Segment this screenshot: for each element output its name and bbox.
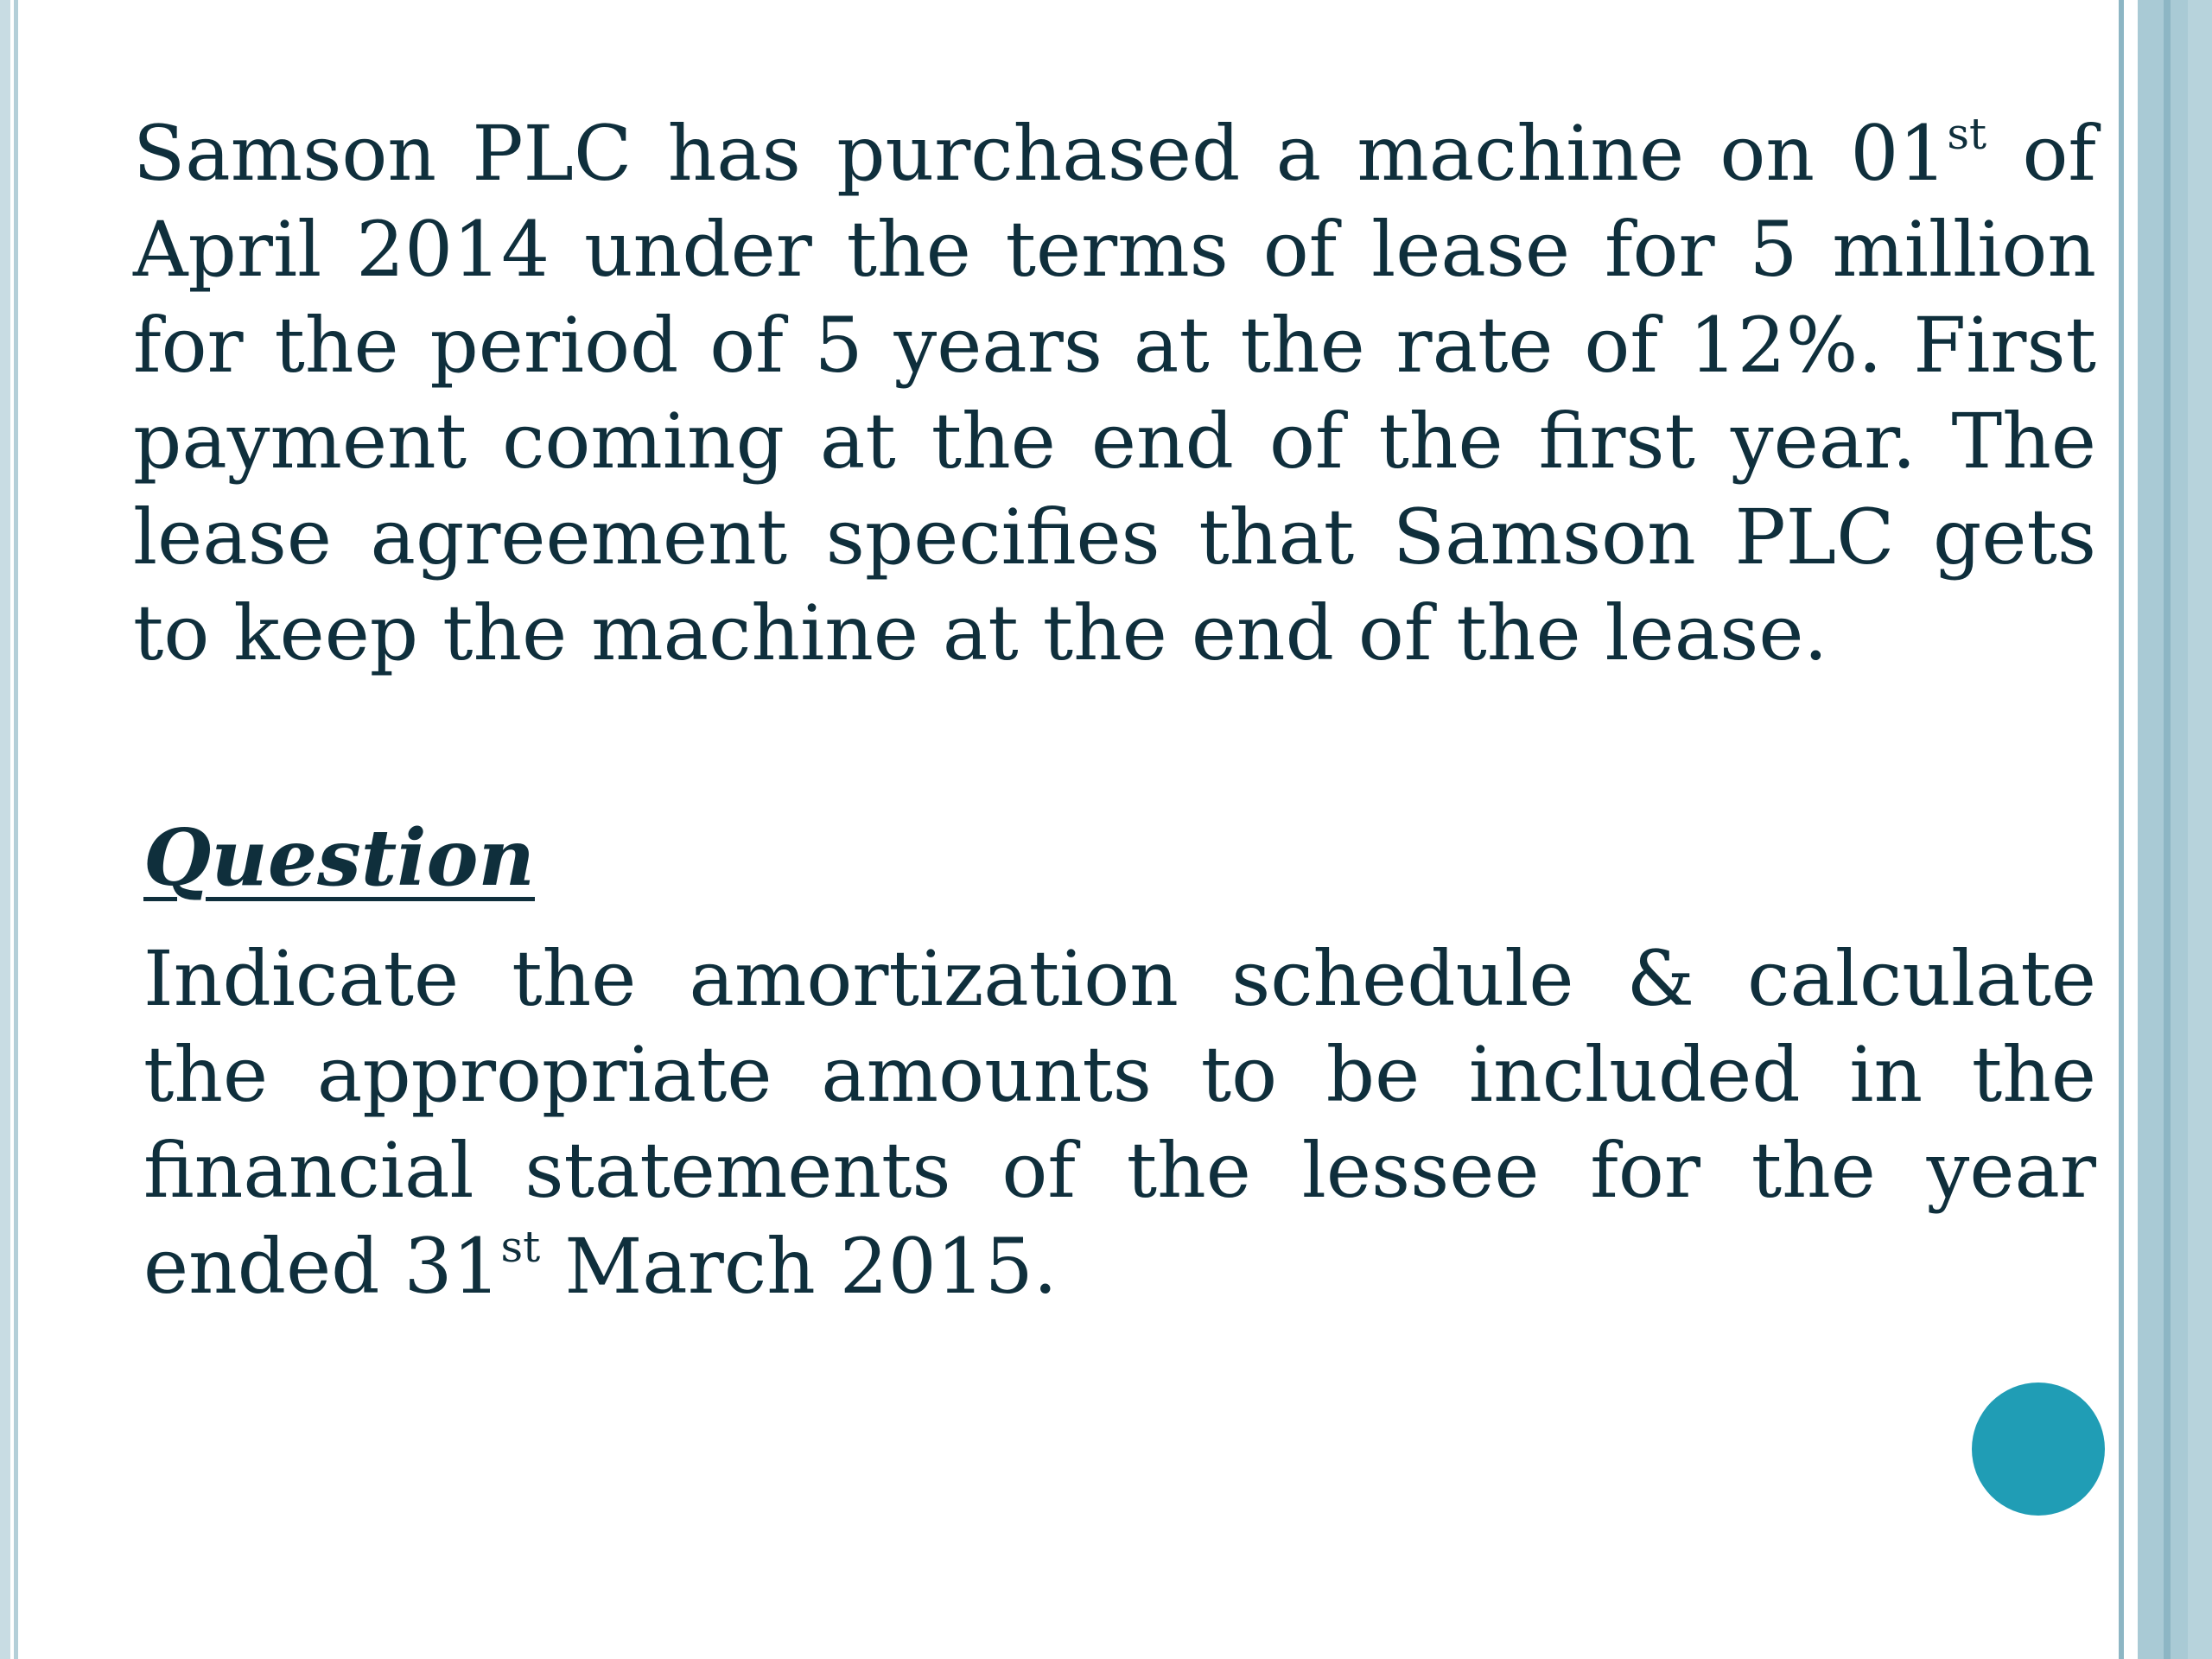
decorative-circle <box>1972 1382 2105 1516</box>
left-border-decoration <box>0 0 28 1659</box>
right-border-decoration <box>2115 0 2212 1659</box>
question-text-start: Indicate the amortization schedule & calculate the appropriate amounts to be included in the financial statements of the lessee for the year ended 31 <box>143 934 2096 1311</box>
question-text-end: March 2015. <box>540 1222 1058 1311</box>
question-paragraph <box>143 931 2096 1314</box>
ordinal-suffix: st <box>500 1222 541 1272</box>
lease-description-text-end: of April 2014 under the terms of lease for 5 million for the period of 5 years at the rate of 12%. First payment coming at the end of the first year. The lease agreement specifies that Samson PLC gets to keep the machine at the end of the lease. <box>133 109 2096 677</box>
question-heading: Question <box>143 812 535 904</box>
lease-description-text-start: Samson PLC has purchased a machine on 01 <box>133 109 1948 198</box>
ordinal-suffix: st <box>1947 109 1987 159</box>
lease-description-paragraph <box>133 105 2096 681</box>
